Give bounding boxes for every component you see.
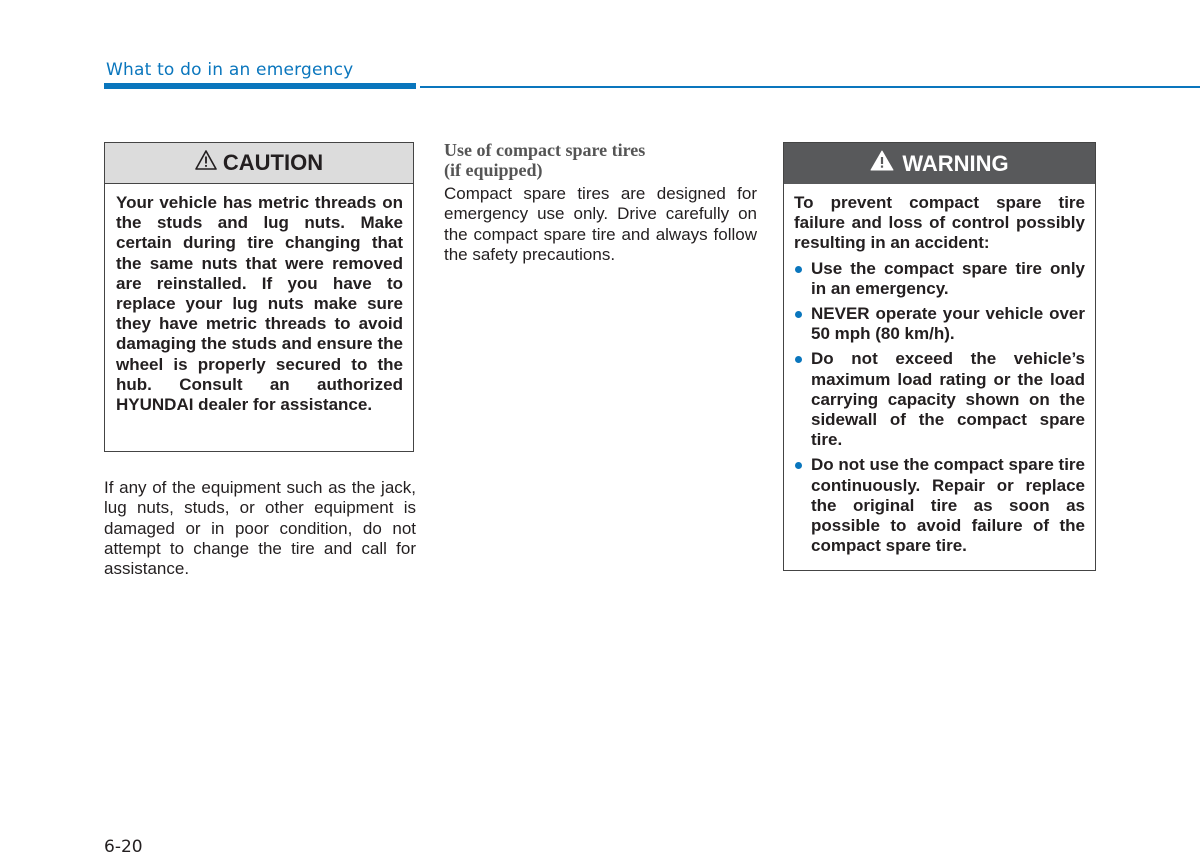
bullet-icon: [795, 462, 802, 469]
header-rule-thin: [420, 86, 1200, 88]
header-rule-thick: [104, 83, 416, 89]
warning-header: [784, 143, 1095, 184]
caution-header: [105, 143, 413, 184]
equipment-paragraph: If any of the equipment such as the jack, lug nuts, studs, or other equipment is damaged or in poor condition, do not attempt to change the tire and call for assistance.: [104, 478, 416, 579]
compact-spare-paragraph: Compact spare tires are designed for emergency use only. Drive carefully on the compact spare tire and always follow the safety precautions.: [444, 184, 757, 264]
bullet-icon: [795, 356, 802, 363]
warning-triangle-outline-icon: [195, 150, 217, 176]
section-heading-line2: (if equipped): [444, 160, 543, 180]
section-heading: [444, 140, 757, 180]
bullet-icon: [795, 266, 802, 273]
caution-title: CAUTION: [222, 150, 324, 175]
section-title: What to do in an emergency: [106, 60, 354, 80]
warning-list: [794, 259, 1085, 557]
warning-content: [784, 184, 1095, 556]
warning-intro: To prevent compact spare tire failure and loss of control possibly resulting in an accident:: [794, 193, 1085, 253]
warning-box: [783, 142, 1096, 571]
list-item: Do not use the compact spare tire continuously. Repair or replace the original tire as soon as possible to avoid failure of the compact spare tire.: [794, 455, 1085, 556]
bullet-icon: [795, 311, 802, 318]
caution-text: Your vehicle has metric threads on the studs and lug nuts. Make certain during tire changing that the same nuts that were removed are reinstalled. If you have to replace your lug nuts make sure they have metric threads to avoid damaging the studs and ensure the wheel is properly secured to the hub. Consult an authorized HYUNDAI dealer for assistance.: [116, 193, 403, 415]
section-heading-line1: Use of compact spare tires: [444, 140, 646, 160]
list-item: Do not exceed the vehicle’s maximum load rating or the load carrying capacity shown on the sidewall of the compact spare tire.: [794, 349, 1085, 450]
compact-spare-section: [444, 140, 757, 265]
warning-title: WARNING: [902, 150, 1009, 176]
warning-triangle-filled-icon: [870, 150, 894, 177]
caution-box: [104, 142, 414, 452]
list-item: NEVER operate your vehicle over 50 mph (80 km/h).: [794, 304, 1085, 344]
page-number: 6-20: [104, 837, 143, 857]
list-item: Use the compact spare tire only in an emergency.: [794, 259, 1085, 299]
